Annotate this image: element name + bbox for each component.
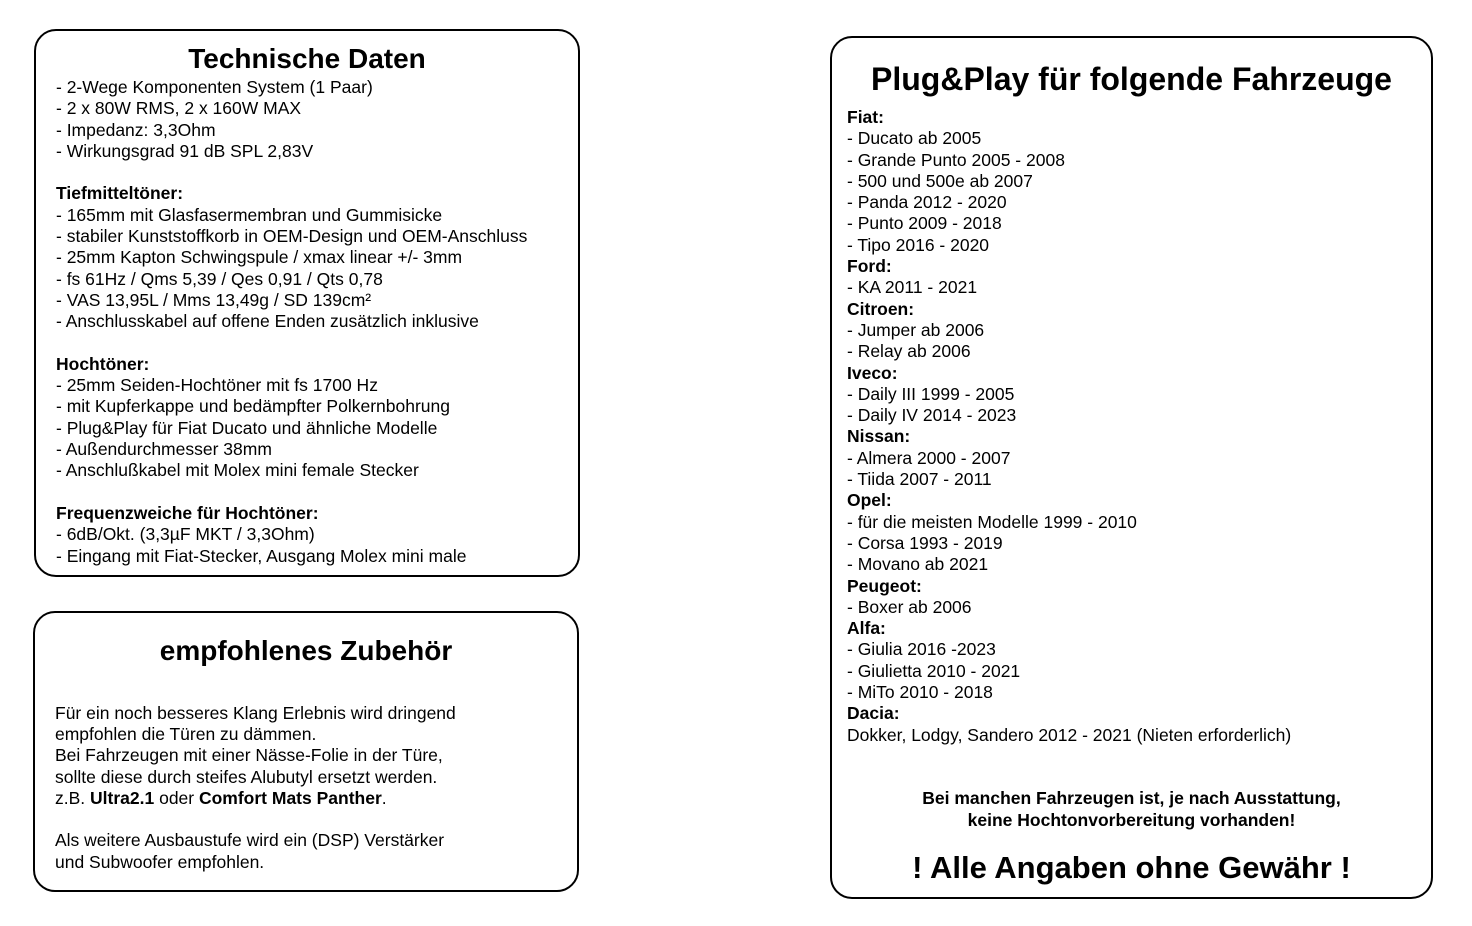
vehicle-brand-list xyxy=(847,107,1431,746)
vehicle-model: Dokker, Lodgy, Sandero 2012 - 2021 (Nieten erforderlich) xyxy=(847,724,1292,745)
vehicle-model: - Panda 2012 - 2020 xyxy=(847,192,1007,213)
accessories-box xyxy=(33,611,579,892)
spec-line: - Außendurchmesser 38mm xyxy=(56,439,272,460)
spec-line: - 25mm Kapton Schwingspule / xmax linear +/- 3mm xyxy=(56,247,463,268)
product-ultra: Ultra2.1 xyxy=(90,787,155,808)
brand-heading: Ford: xyxy=(847,256,892,277)
accessories-paragraph-2 xyxy=(55,830,577,872)
text-line: empfohlen die Türen zu dämmen. xyxy=(55,724,317,745)
vehicle-model: - MiTo 2010 - 2018 xyxy=(847,682,993,703)
note-line: Bei manchen Fahrzeugen ist, je nach Ausstattung, xyxy=(922,788,1341,808)
text-line: Bei Fahrzeugen mit einer Nässe-Folie in der Türe, xyxy=(55,745,443,766)
brand-heading: Citroen: xyxy=(847,298,915,319)
spec-line: - Plug&Play für Fiat Ducato und ähnliche Modelle xyxy=(56,417,438,438)
spec-line: - mit Kupferkappe und bedämpfter Polkernbohrung xyxy=(56,396,450,417)
spec-line: - 165mm mit Glasfasermembran und Gummisicke xyxy=(56,204,443,225)
vehicle-model: - Boxer ab 2006 xyxy=(847,596,972,617)
crossover-section xyxy=(56,503,578,567)
example-mid: oder xyxy=(154,787,199,808)
spec-line: - Anschlußkabel mit Molex mini female Stecker xyxy=(56,460,419,481)
equipment-note xyxy=(832,788,1431,831)
vehicle-model: - KA 2011 - 2021 xyxy=(847,277,978,298)
vehicle-model: - Movano ab 2021 xyxy=(847,554,989,575)
spec-line: - 2 x 80W RMS, 2 x 160W MAX xyxy=(56,98,302,119)
brand-heading: Fiat: xyxy=(847,107,884,127)
technical-data-box xyxy=(34,29,580,577)
general-specs xyxy=(56,77,578,162)
brand-heading: Alfa: xyxy=(847,618,886,639)
brand-heading: Dacia: xyxy=(847,703,900,724)
example-line xyxy=(55,788,577,809)
vehicle-model: - Tipo 2016 - 2020 xyxy=(847,234,990,255)
example-suffix: . xyxy=(381,787,387,808)
woofer-section xyxy=(56,183,578,332)
spec-line: - fs 61Hz / Qms 5,39 / Qes 0,91 / Qts 0,78 xyxy=(56,268,383,289)
brand-heading: Peugeot: xyxy=(847,575,922,596)
note-line: keine Hochtonvorbereitung vorhanden! xyxy=(967,809,1296,830)
crossover-heading: Frequenzweiche für Hochtöner: xyxy=(56,502,319,523)
vehicle-model: - Almera 2000 - 2007 xyxy=(847,447,1011,468)
spec-line: - stabiler Kunststoffkorb in OEM-Design und OEM-Anschluss xyxy=(56,226,528,247)
vehicle-model: - Tiida 2007 - 2011 xyxy=(847,469,992,490)
spec-line: - Eingang mit Fiat-Stecker, Ausgang Molex mini male xyxy=(56,545,467,566)
vehicle-model: - Ducato ab 2005 xyxy=(847,128,982,149)
spec-line: - VAS 13,95L / Mms 13,49g / SD 139cm² xyxy=(56,289,372,310)
text-line: sollte diese durch steifes Alubutyl ersetzt werden. xyxy=(55,766,438,787)
product-comfort-mats: Comfort Mats Panther xyxy=(198,787,382,808)
accessories-title: empfohlenes Zubehör xyxy=(159,635,453,666)
text-line: Als weitere Ausbaustufe wird ein (DSP) Verstärker xyxy=(55,830,445,851)
vehicle-model: - Daily III 1999 - 2005 xyxy=(847,383,1015,404)
tweeter-heading: Hochtöner: xyxy=(56,353,150,374)
vehicle-model: - Giulietta 2010 - 2021 xyxy=(847,660,1021,681)
vehicle-model: - Punto 2009 - 2018 xyxy=(847,213,1002,234)
vehicle-model: - Grande Punto 2005 - 2008 xyxy=(847,149,1065,170)
tweeter-section xyxy=(56,354,578,482)
spec-line: - 2-Wege Komponenten System (1 Paar) xyxy=(56,77,373,97)
text-line: Für ein noch besseres Klang Erlebnis wird dringend xyxy=(55,703,456,723)
accessories-paragraph-1 xyxy=(55,703,577,809)
text-line: und Subwoofer empfohlen. xyxy=(55,851,265,872)
vehicle-model: - Jumper ab 2006 xyxy=(847,319,985,340)
brand-heading: Nissan: xyxy=(847,426,911,447)
spec-line: - Anschlusskabel auf offene Enden zusätzlich inklusive xyxy=(56,311,479,332)
spec-line: - 25mm Seiden-Hochtöner mit fs 1700 Hz xyxy=(56,375,378,396)
vehicle-model: - 500 und 500e ab 2007 xyxy=(847,170,1033,191)
vehicle-model: - Daily IV 2014 - 2023 xyxy=(847,405,1017,426)
brand-heading: Opel: xyxy=(847,490,892,511)
woofer-heading: Tiefmitteltöner: xyxy=(56,183,184,204)
technical-data-title: Technische Daten xyxy=(188,43,426,74)
spec-line: - Impedanz: 3,3Ohm xyxy=(56,119,216,140)
vehicles-box xyxy=(830,36,1433,899)
spec-line: - Wirkungsgrad 91 dB SPL 2,83V xyxy=(56,140,314,161)
vehicle-model: - Corsa 1993 - 2019 xyxy=(847,532,1003,553)
spec-line: - 6dB/Okt. (3,3µF MKT / 3,3Ohm) xyxy=(56,524,315,545)
vehicle-model: - Relay ab 2006 xyxy=(847,341,971,362)
disclaimer: ! Alle Angaben ohne Gewähr ! xyxy=(912,850,1351,885)
vehicle-model: - Giulia 2016 -2023 xyxy=(847,639,996,660)
example-prefix: z.B. xyxy=(55,787,91,808)
vehicles-title: Plug&Play für folgende Fahrzeuge xyxy=(871,61,1392,97)
vehicle-model: - für die meisten Modelle 1999 - 2010 xyxy=(847,511,1137,532)
brand-heading: Iveco: xyxy=(847,362,898,383)
